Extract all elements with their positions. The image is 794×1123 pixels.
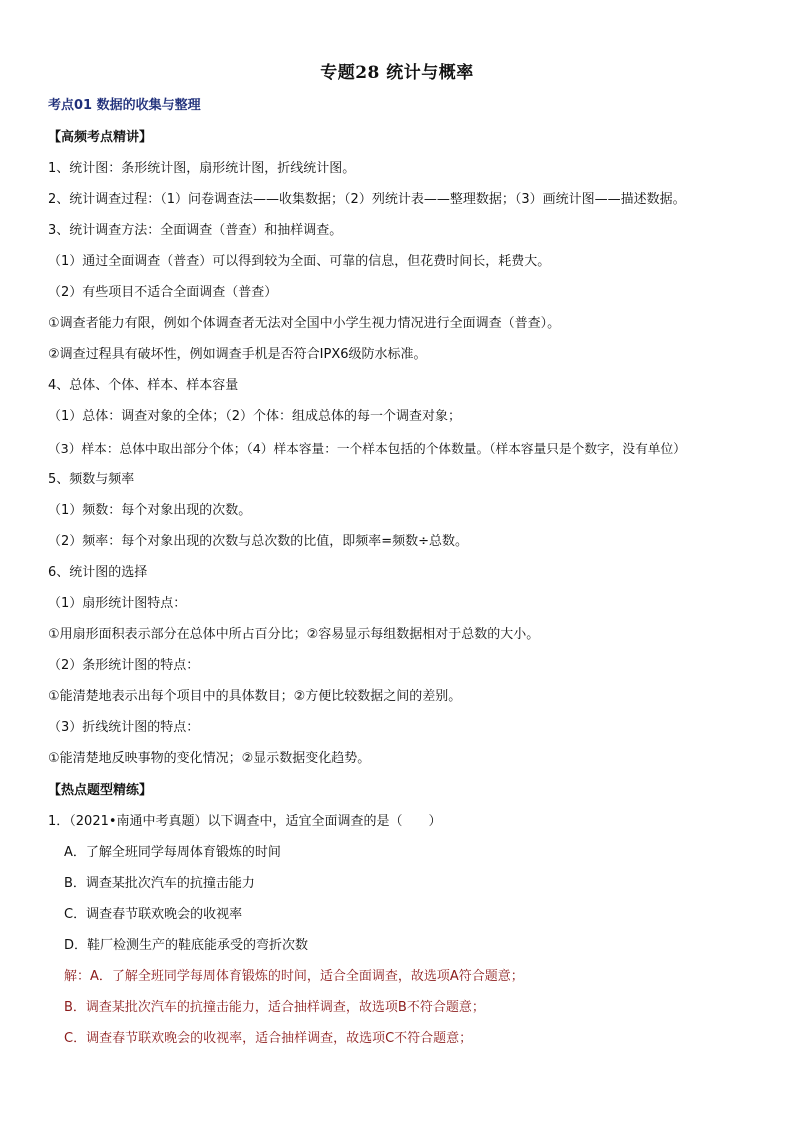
solution-line: 解：A．了解全班同学每周体育锻炼的时间，适合全面调查，故选项A符合题意；: [64, 969, 524, 984]
solution-line: C．调查春节联欢晚会的收视率，适合抽样调查，故选项C不符合题意；: [64, 1031, 473, 1046]
text-line: 4、总体、个体、样本、样本容量: [48, 378, 239, 393]
text-line: （1）频数：每个对象出现的次数。: [48, 503, 252, 518]
heading-practice: 【热点题型精练】: [48, 783, 153, 798]
option-a: A．了解全班同学每周体育锻炼的时间: [64, 845, 281, 860]
text-line: （3）样本：总体中取出部分个体；（4）样本容量：一个样本包括的个体数量。（样本容量只是个数字，没有单位）: [48, 441, 686, 456]
section-heading: 考点01 数据的收集与整理: [48, 98, 201, 113]
solution-line: B．调查某批次汽车的抗撞击能力，适合抽样调查，故选项B不符合题意；: [64, 1000, 485, 1015]
text-line: 2、统计调查过程：（1）问卷调查法——收集数据；（2）列统计表——整理数据；（3）画统计图——描述数据。: [48, 192, 686, 207]
text-line: （2）有些项目不适合全面调查（普查）: [48, 285, 278, 300]
text-line: 6、统计图的选择: [48, 565, 148, 580]
text-line: ①能清楚地反映事物的变化情况；②显示数据变化趋势。: [48, 751, 371, 766]
text-line: （1）通过全面调查（普查）可以得到较为全面、可靠的信息，但花费时间长，耗费大。: [48, 254, 551, 269]
text-line: （1）扇形统计图特点：: [48, 596, 187, 611]
text-line: （2）频率：每个对象出现的次数与总次数的比值，即频率=频数÷总数。: [48, 534, 469, 549]
text-line: ①调查者能力有限，例如个体调查者无法对全国中小学生视力情况进行全面调查（普查）。: [48, 316, 561, 331]
text-line: 5、频数与频率: [48, 472, 135, 487]
text-line: 3、统计调查方法：全面调查（普查）和抽样调查。: [48, 223, 343, 238]
option-c: C．调查春节联欢晚会的收视率: [64, 907, 243, 922]
option-d: D．鞋厂检测生产的鞋底能承受的弯折次数: [64, 938, 309, 953]
text-line: ①能清楚地表示出每个项目中的具体数目；②方便比较数据之间的差别。: [48, 689, 462, 704]
page-title: 专题28 统计与概率: [320, 63, 474, 83]
text-line: 1、统计图：条形统计图，扇形统计图，折线统计图。: [48, 161, 356, 176]
text-line: （1）总体：调查对象的全体；（2）个体：组成总体的每一个调查对象；: [48, 409, 462, 424]
text-line: ②调查过程具有破坏性，例如调查手机是否符合IPX6级防水标准。: [48, 347, 427, 362]
text-line: ①用扇形面积表示部分在总体中所占百分比；②容易显示每组数据相对于总数的大小。: [48, 627, 540, 642]
text-line: （3）折线统计图的特点：: [48, 720, 200, 735]
heading-key-points: 【高频考点精讲】: [48, 130, 153, 145]
text-line: （2）条形统计图的特点：: [48, 658, 200, 673]
question-stem: 1．（2021•南通中考真题）以下调查中，适宜全面调查的是（ ）: [48, 814, 442, 829]
option-b: B．调查某批次汽车的抗撞击能力: [64, 876, 255, 891]
